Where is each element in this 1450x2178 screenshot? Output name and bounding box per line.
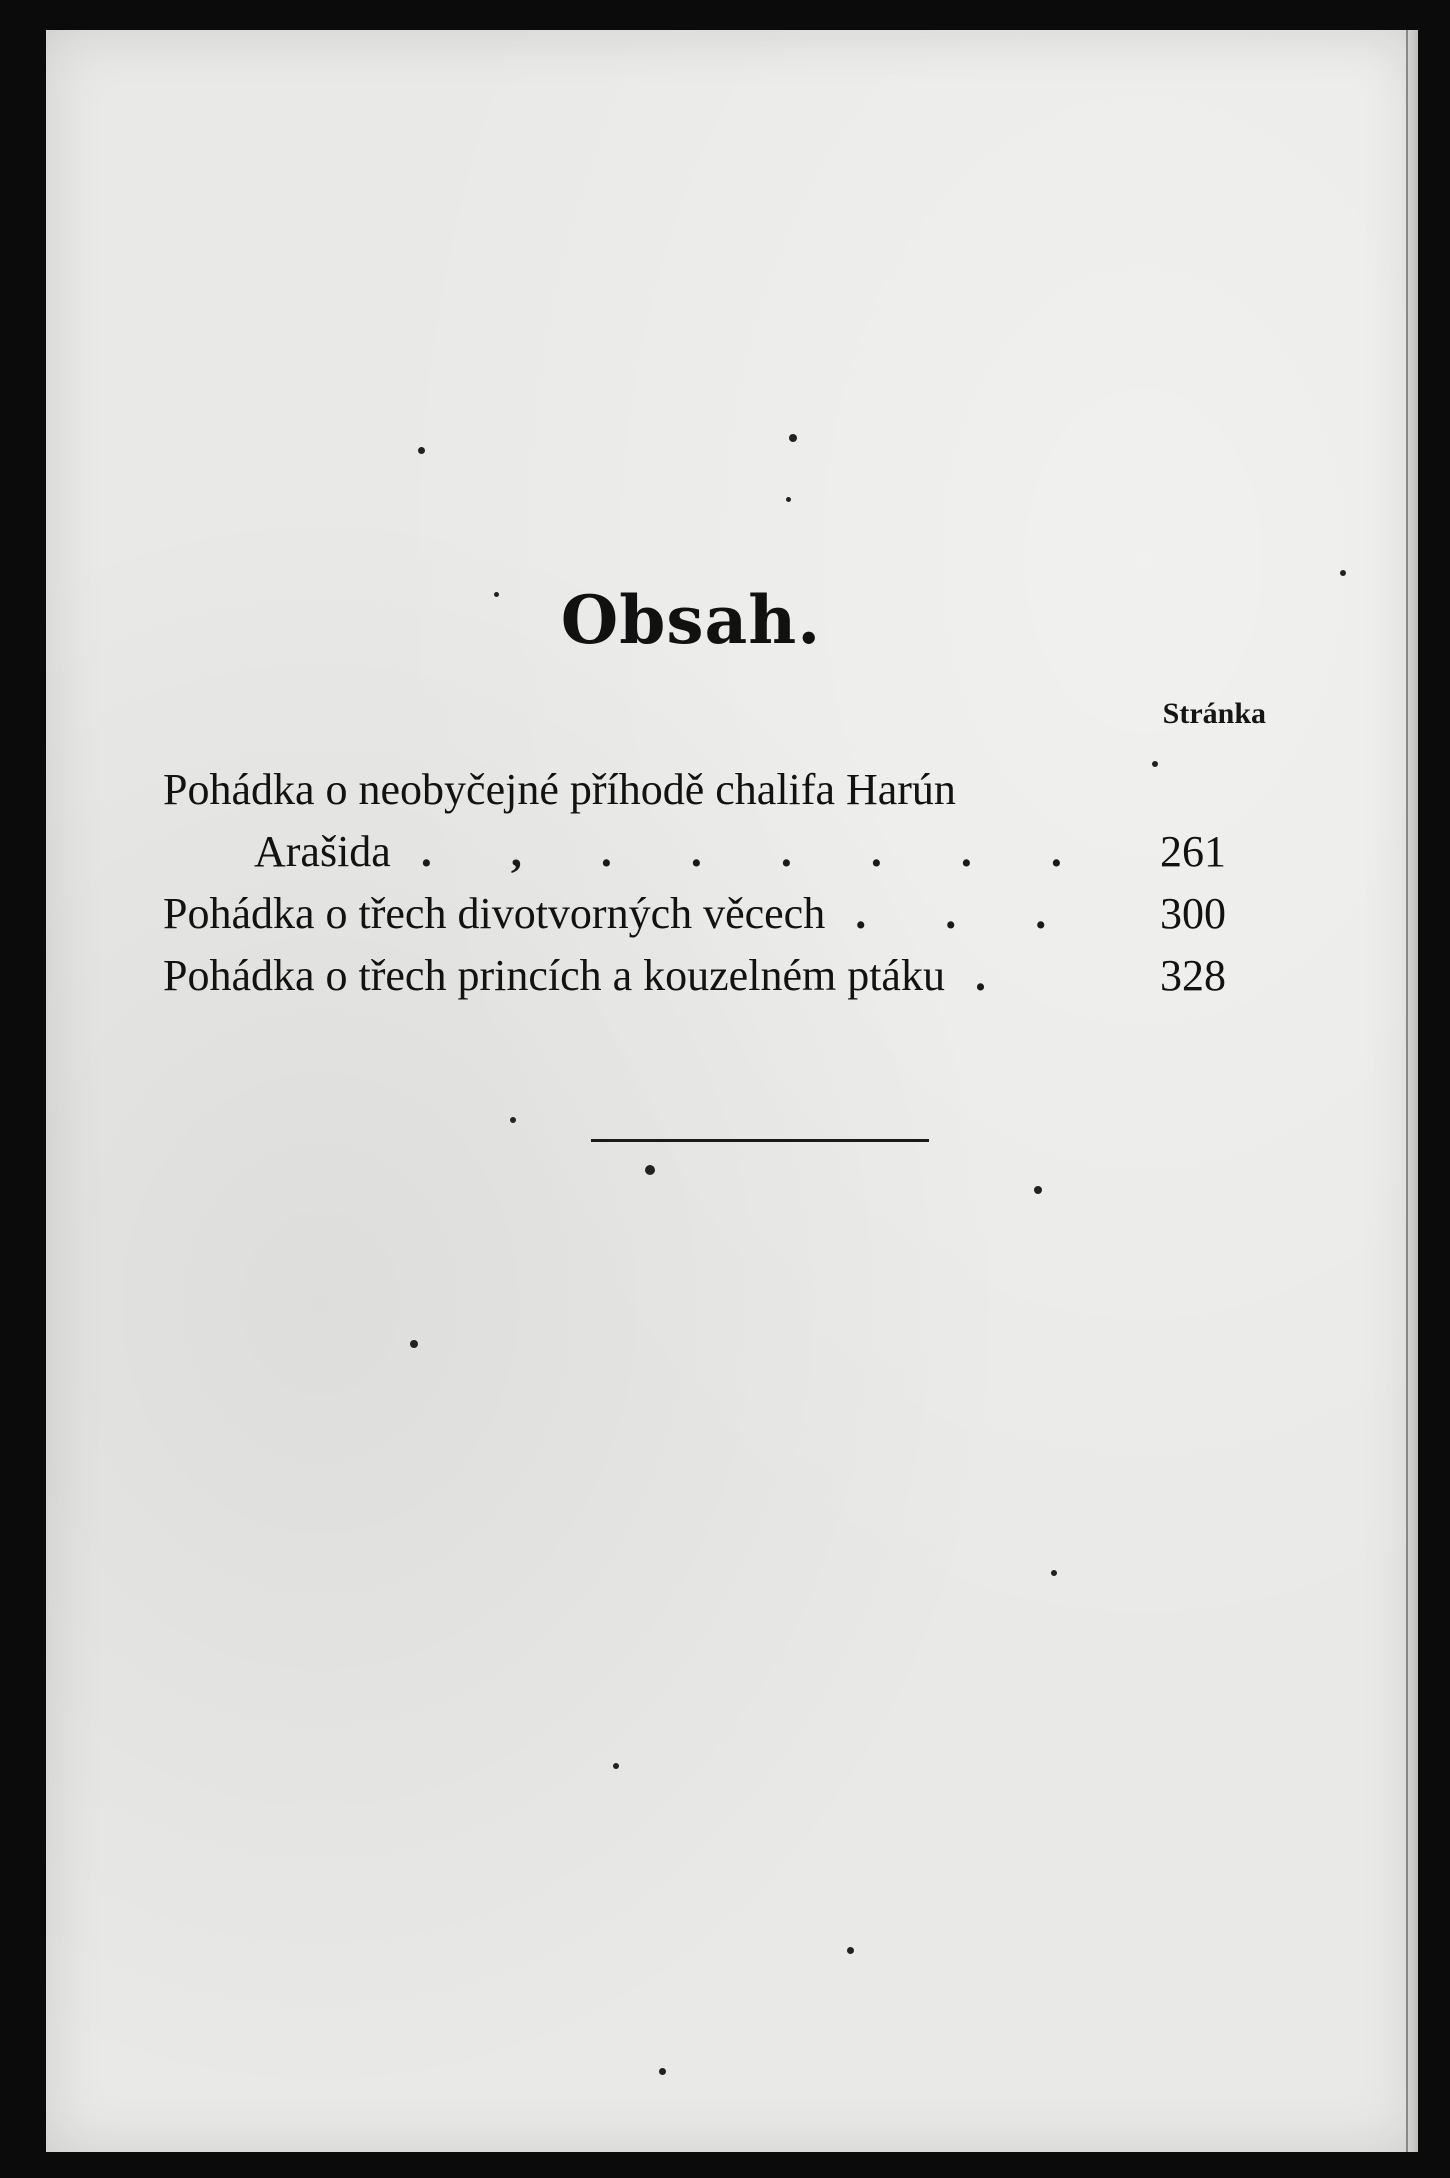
scan-speck [1034, 1186, 1042, 1194]
scan-speck [510, 1117, 516, 1123]
dot-leaders: . , . . . . . . [420, 827, 1096, 876]
book-page [46, 30, 1418, 2152]
toc-entry-2[interactable] [163, 888, 1226, 950]
page-title: Obsah. [560, 581, 822, 659]
scan-speck [1051, 1570, 1057, 1576]
page-edge-shadow [1406, 30, 1418, 2152]
scan-speck [418, 447, 425, 454]
toc-entry-1-line-2[interactable] [163, 826, 1226, 888]
table-of-contents [163, 764, 1226, 1012]
toc-entry-title-continued: Arašida [254, 827, 391, 876]
toc-entry-title: Pohádka o třech princích a kouzelném ptáku [163, 951, 945, 1000]
scan-speck [1340, 570, 1346, 576]
page-number-column-label: Stránka [1162, 697, 1266, 730]
scan-speck [613, 1763, 619, 1769]
toc-entry-3[interactable] [163, 950, 1226, 1012]
scan-speck [847, 1947, 854, 1954]
scan-speck [786, 497, 791, 502]
toc-page-number: 300 [1160, 889, 1226, 938]
scan-speck [1152, 761, 1158, 767]
dot-leaders: . . . [855, 889, 1081, 938]
scan-speck [494, 592, 499, 597]
toc-entry-1-line-1 [163, 764, 1226, 826]
toc-page-number: 261 [1160, 827, 1226, 876]
toc-entry-title: Pohádka o třech divotvorných věcech [163, 889, 826, 938]
toc-entry-title: Pohádka o neobyčejné příhodě chalifa Harún [163, 765, 956, 814]
scan-speck [789, 434, 797, 442]
dot-leaders: . [974, 951, 1020, 1000]
toc-page-number: 328 [1160, 951, 1226, 1000]
scan-speck [410, 1340, 418, 1348]
scan-speck [659, 2068, 666, 2075]
decorative-rule [591, 1139, 929, 1142]
scan-speck [645, 1165, 655, 1175]
